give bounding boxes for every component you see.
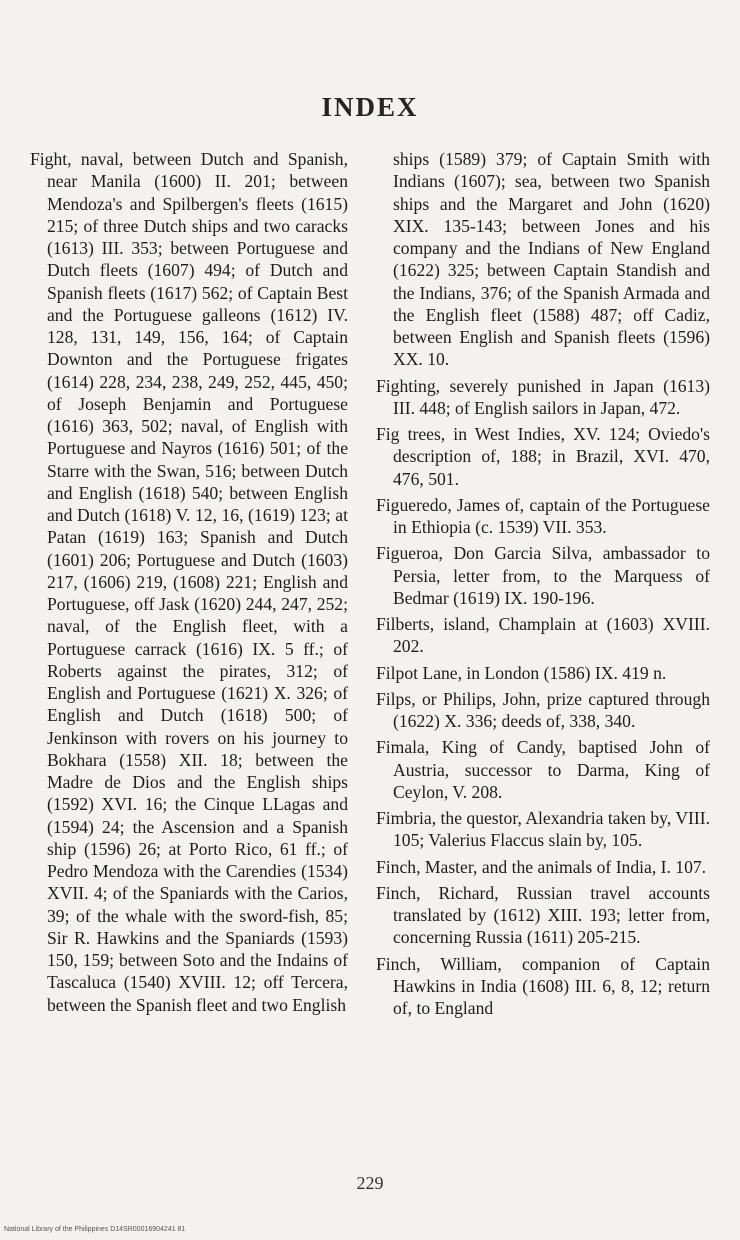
- index-entry: Fight, naval, between Dutch and Spanish, near Manila (1600) II. 201; between Mendoza's and Spilbergen's fleets (1615) 215; of three Dutch ships and two caracks (1613) III. 353; between Portuguese and Dutch fleets (1607) 494; of Dutch and Spanish fleets (1617) 562; of Captain Best and the Portuguese galleons (1612) IV. 128, 131, 149, 156, 164; of Captain Downton and the Portuguese frigates (1614) 228, 234, 238, 249, 252, 445, 450; of Joseph Benjamin and Portuguese (1616) 363, 502; naval, of English with Portuguese and Nayros (1616) 501; of the Starre with the Swan, 516; between Dutch and English (1618) 540; between English and Dutch (1618) V. 12, 16, (1619) 123; at Patan (1619) 163; Spanish and Dutch (1601) 206; Portuguese and Dutch (1603) 217, (1606) 219, (1608) 221; English and Portuguese, off Jask (1620) 244, 247, 252; naval, of the English fleet, with a Portuguese carrack (1616) IX. 5 ff.; of Roberts against the pirates, 312; of English and Portuguese (1621) X. 326; of English and Dutch (1618) 500; of Jenkinson with rovers on his journey to Bokhara (1558) XII. 18; between the Madre de Dios and the English ships (1592) XVI. 16; the Cinque LLagas and (1594) 24; the Ascension and a Spanish ship (1596) 26; at Porto Rico, 61 ff.; of Pedro Mendoza with the Carendies (1534) XVII. 4; of the Spaniards with the Carios, 39; of the whale with the sword-fish, 85; Sir R. Hawkins and the Spaniards (1593) 150, 159; between Soto and the Indains of Tascaluca (1540) XVIII. 12; off Tercera, between the Spanish fleet and two English: [30, 149, 348, 1015]
- index-entry: Finch, William, companion of Captain Hawkins in India (1608) III. 6, 8, 12; return of, to England: [376, 953, 710, 1018]
- library-footer: National Library of the Philippines D14SR00016904241 81: [4, 1226, 186, 1233]
- index-entry: Filps, or Philips, John, prize captured through (1622) X. 336; deeds of, 338, 340.: [376, 688, 710, 731]
- index-entry: Filpot Lane, in London (1586) IX. 419 n.: [376, 662, 667, 683]
- index-entry: Fimala, King of Candy, baptised John of Austria, successor to Darma, King of Ceylon, V. 208.: [376, 737, 710, 802]
- index-entry: Fighting, severely punished in Japan (1613) III. 448; of English sailors in Japan, 472.: [376, 375, 710, 418]
- index-entry: Fig trees, in West Indies, XV. 124; Oviedo's description of, 188; in Brazil, XVI. 470, 476, 501.: [376, 424, 710, 489]
- index-entry: Filberts, island, Champlain at (1603) XVIII. 202.: [376, 614, 710, 657]
- index-entry: Fimbria, the questor, Alexandria taken by, VIII. 105; Valerius Flaccus slain by, 105.: [376, 808, 710, 851]
- index-entry: Finch, Master, and the animals of India, I. 107.: [376, 856, 707, 877]
- left-column: [30, 148, 348, 1016]
- page-title: INDEX: [321, 92, 419, 122]
- index-entry: Figueredo, James of, captain of the Portuguese in Ethiopia (c. 1539) VII. 353.: [376, 494, 710, 537]
- index-entry-continuation: ships (1589) 379; of Captain Smith with Indians (1607); sea, between two Spanish ships and the Margaret and John (1620) XIX. 135-143; between Jones and his company and the Indians of New England (1622) 325; between Captain Standish and the Indians, 376; of the Spanish Armada and the English fleet (1588) 487; off Cadiz, between English and Spanish fleets (1596) XX. 10.: [393, 149, 710, 370]
- index-entry: Finch, Richard, Russian travel accounts translated by (1612) XIII. 193; letter from, concerning Russia (1611) 205-215.: [376, 882, 710, 948]
- right-column: [376, 148, 710, 1023]
- index-entry: Figueroa, Don Garcia Silva, ambassador to Persia, letter from, to the Marquess of Bedmar (1619) IX. 190-196.: [376, 543, 710, 608]
- page-number: 229: [356, 1173, 384, 1193]
